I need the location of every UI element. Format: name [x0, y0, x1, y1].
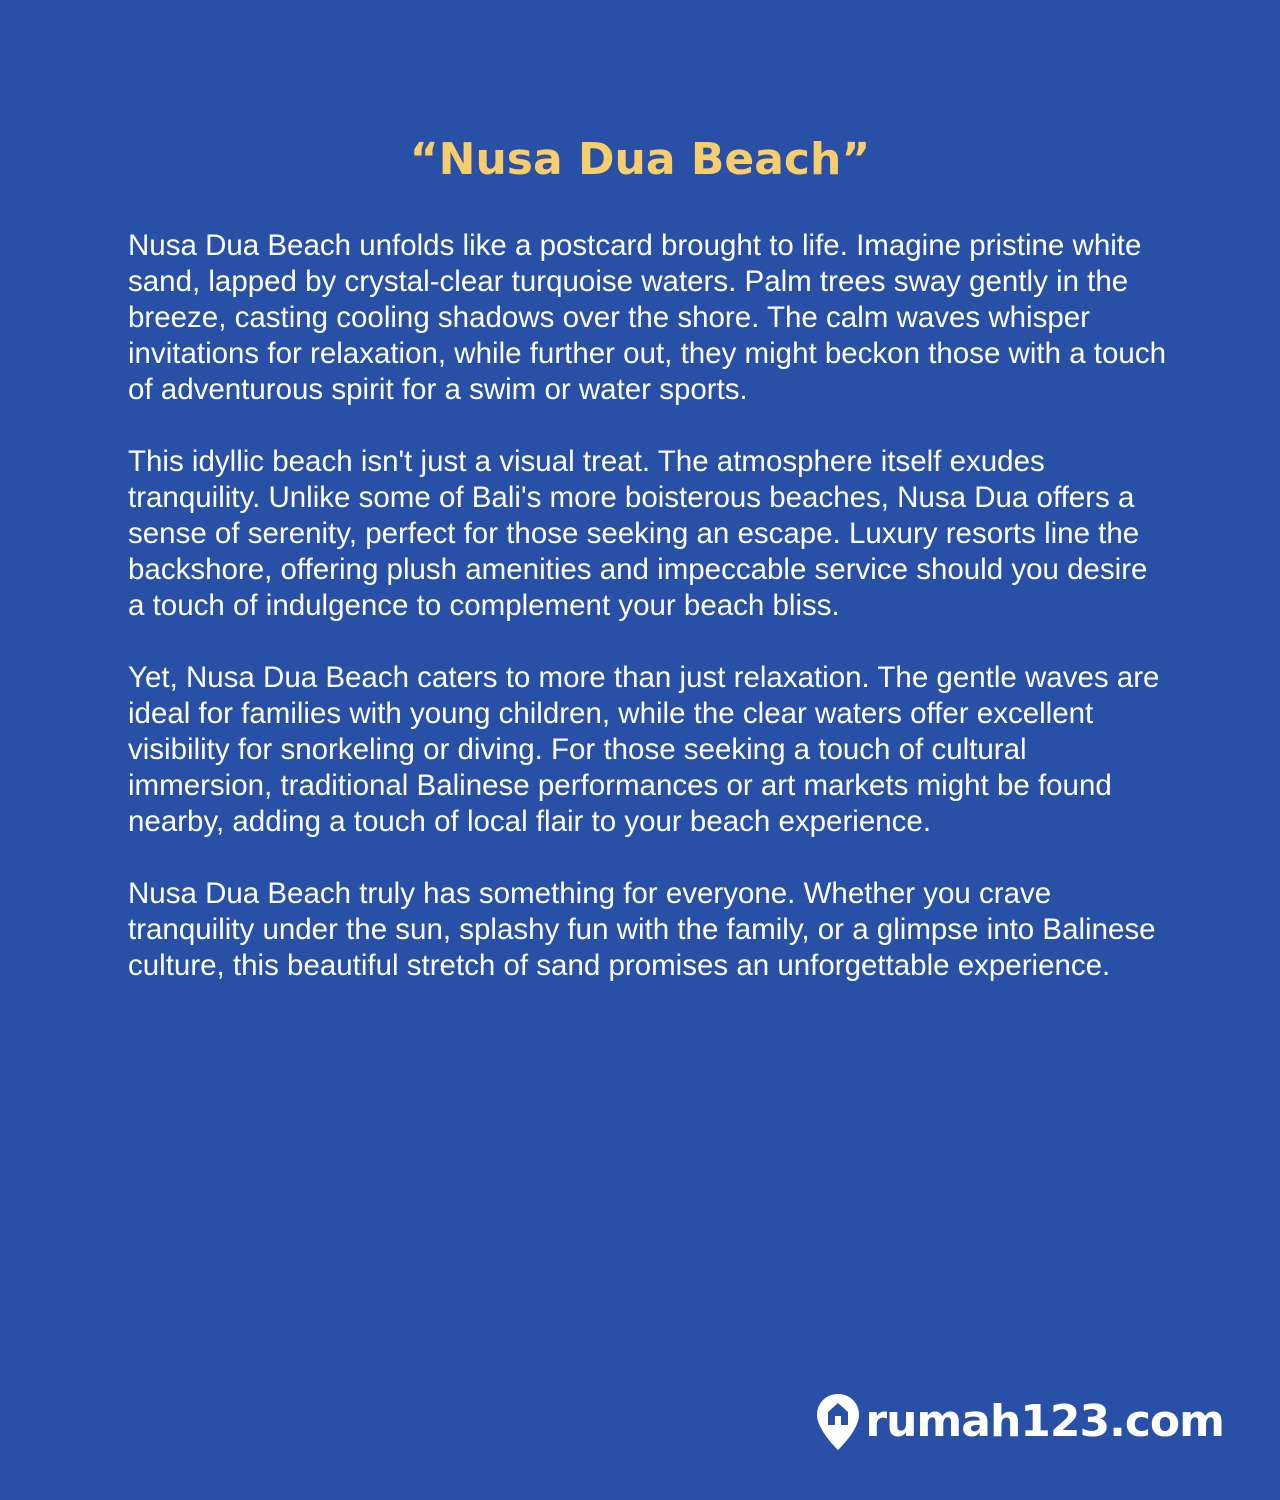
- article-body: [128, 228, 1168, 1020]
- page-title: “Nusa Dua Beach”: [409, 134, 871, 185]
- paragraph-2: This idyllic beach isn't just a visual treat. The atmosphere itself exudes tranquility. Unlike some of Bali's more boisterous beaches, Nusa Dua offers a sense of serenity, perfect for those seeking an escape. Luxury resorts line the backshore, offering plush amenities and impeccable service should you desire a touch of indulgence to complement your beach bliss.: [128, 445, 1148, 622]
- brand-name: rumah123.com: [865, 1396, 1224, 1447]
- brand-logo: [815, 1392, 1224, 1452]
- location-pin-house-icon: [815, 1392, 861, 1452]
- paragraph-4: Nusa Dua Beach truly has something for everyone. Whether you crave tranquility under the sun, splashy fun with the family, or a glimpse into Balinese culture, this beautiful stretch of sand promises an unforgettable experience.: [128, 877, 1156, 982]
- paragraph-3: Yet, Nusa Dua Beach caters to more than just relaxation. The gentle waves are ideal for families with young children, while the clear waters offer excellent visibility for snorkeling or diving. For those seeking a touch of cultural immersion, traditional Balinese performances or art markets might be found nearby, adding a touch of local flair to your beach experience.: [128, 661, 1160, 838]
- paragraph-1: Nusa Dua Beach unfolds like a postcard brought to life. Imagine pristine white sand, lapped by crystal-clear turquoise waters. Palm trees sway gently in the breeze, casting cooling shadows over the shore. The calm waves whisper invitations for relaxation, while further out, they might beckon those with a touch of adventurous spirit for a swim or water sports.: [128, 229, 1166, 406]
